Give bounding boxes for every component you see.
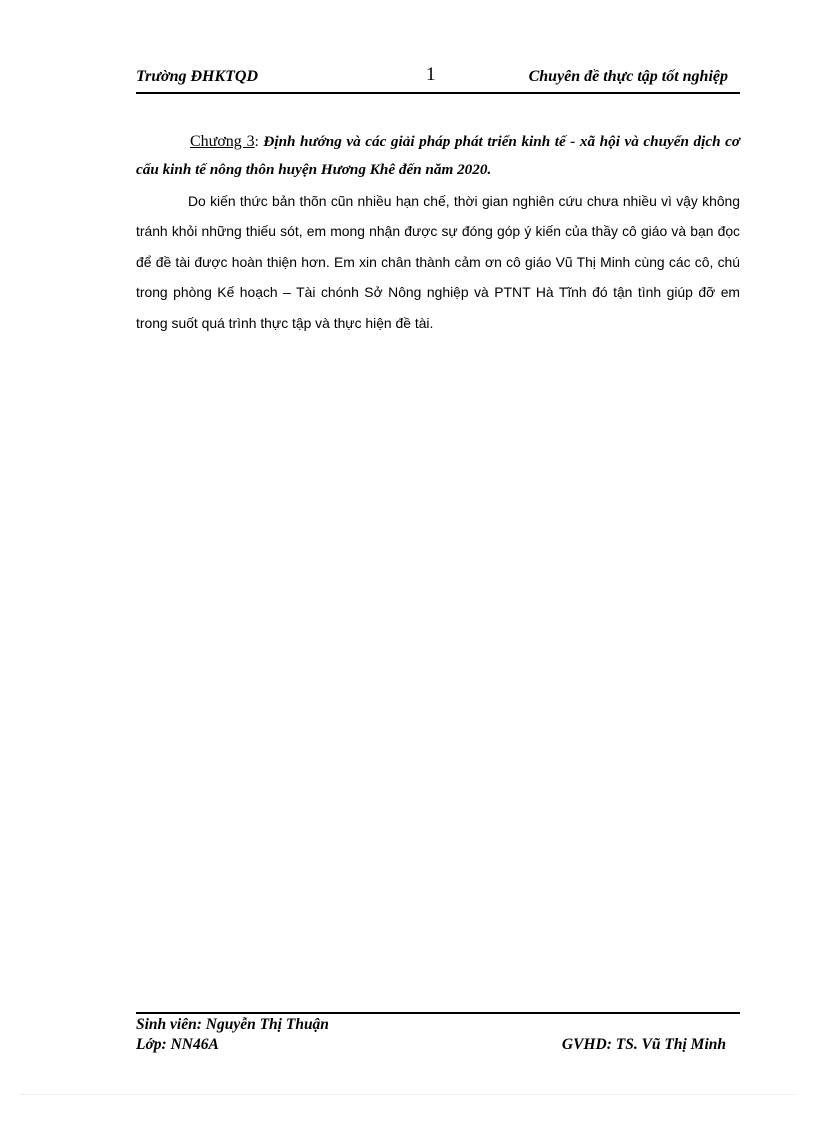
chapter-heading: [136, 128, 740, 184]
page-number: 1: [426, 64, 436, 85]
header-school: Trường ĐHKTQD: [136, 68, 259, 85]
chapter-title: Định hướng và các giải pháp phát triển kinh tế - xã hội và chuyển dịch cơ cấu kinh tế nông thôn huyện Hương Khê đến năm 2020.: [136, 133, 741, 178]
page-body: [136, 128, 740, 338]
page-footer: [136, 1012, 740, 1053]
footer-advisor: GVHD: TS. Vũ Thị Minh: [561, 1036, 726, 1053]
chapter-colon: :: [254, 133, 259, 150]
footer-class: Lớp: NN46A: [136, 1036, 219, 1053]
footer-student: Sinh viên: Nguyễn Thị Thuận: [136, 1016, 329, 1033]
body-paragraph: Do kiến thức bản thõn cũn nhiều hạn chế, thời gian nghiên cứu chưa nhiều vì vậy không tránh khỏi những thiếu sót, em mong nhận được sự đóng góp ý kiến của thầy cô giáo và bạn đọc để đề tài được hoàn thiện hơn. Em xin chân thành cảm ơn cô giáo Vũ Thị Minh cùng các cô, chú trong phòng Kế hoạch – Tài chónh Sở Nông nghiệp và PTNT Hà Tĩnh đó tận tình giúp đỡ em trong suốt quá trình thực tập và thực hiện đề tài.: [136, 193, 740, 331]
chapter-label: Chương 3: [190, 133, 255, 150]
page-edge-divider: [20, 1094, 796, 1095]
header-title: Chuyên đề thực tập tốt nghiệp: [528, 68, 728, 85]
page-header: [136, 64, 740, 94]
